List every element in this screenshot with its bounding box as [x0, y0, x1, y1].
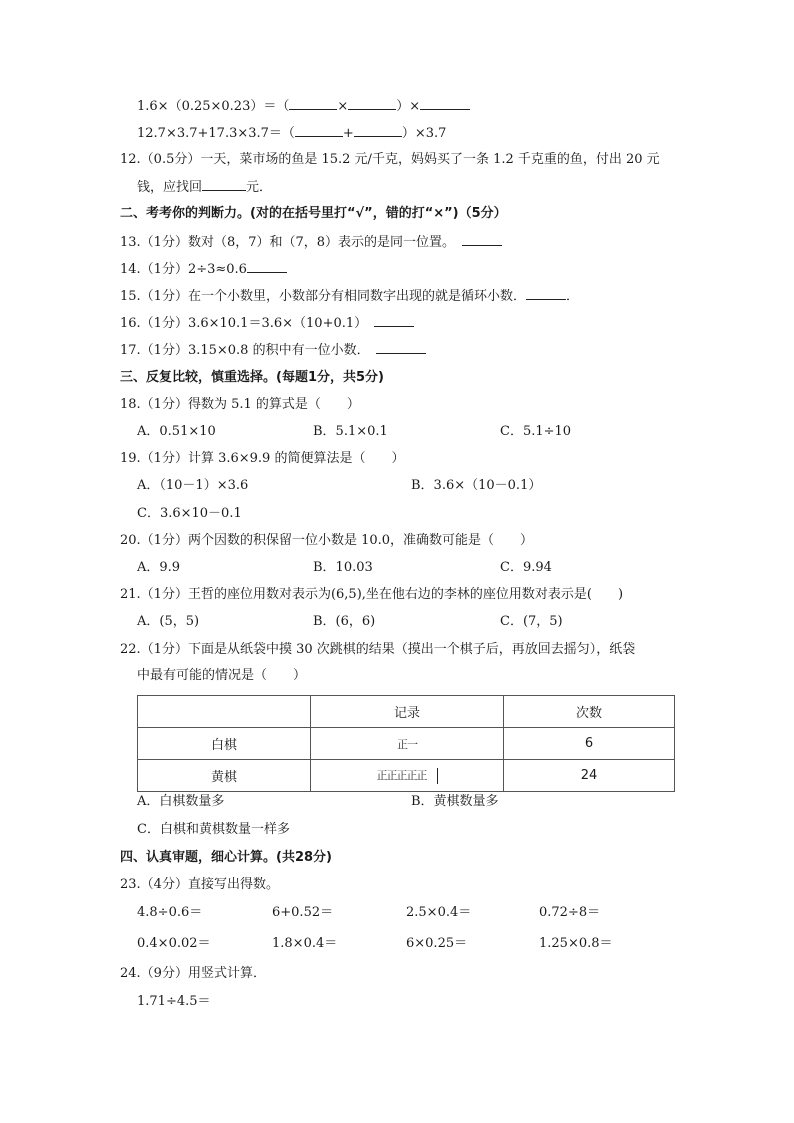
row-label: 白棋 [138, 728, 311, 760]
q22-option-c[interactable]: C．白棋和黄棋数量一样多 [137, 822, 290, 837]
count-cell: 6 [504, 728, 675, 760]
row-label: 黄棋 [138, 760, 311, 792]
q15 [120, 286, 579, 306]
q13 [120, 232, 502, 252]
q12-line-a: 12.（0.5分）一天，菜市场的鱼是 15.2 元/千克，妈妈买了一条 1.2 千克重的鱼，付出 20 元 [120, 152, 660, 167]
q23-item: 2.5×0.4＝ [406, 905, 472, 920]
q21-text: 21.（1分）王哲的座位用数对表示为(6,5),坐在他右边的李林的座位用数对表示是( ) [120, 587, 624, 602]
q23-item: 4.8÷0.6＝ [137, 905, 203, 920]
q22-option-a[interactable]: A．白棋数量多 [137, 794, 225, 809]
q18-text: 18.（1分）得数为 5.1 的算式是（ ） [120, 397, 360, 412]
answer-blank[interactable] [376, 340, 426, 354]
q18-option-a[interactable]: A．0.51×10 [137, 424, 216, 439]
q15-end: ． [565, 289, 579, 304]
answer-blank[interactable] [289, 96, 337, 110]
tally-cell [311, 760, 504, 792]
q21-option-a[interactable]: A．(5，5) [137, 614, 200, 629]
q24-item: 1.71÷4.5＝ [137, 994, 211, 1009]
table-header-cell [138, 696, 311, 728]
q17-text: 17.（1分）3.15×0.8 的积中有一位小数． [120, 343, 364, 358]
q20-option-c[interactable]: C．9.94 [500, 560, 552, 575]
answer-blank[interactable] [354, 123, 402, 137]
q19-option-a[interactable]: A．（10－1）×3.6 [137, 478, 249, 493]
q20-option-b[interactable]: B．10.03 [313, 560, 373, 575]
text-cursor [437, 768, 438, 784]
q12-b-text: 钱，应找回 [137, 180, 203, 195]
count-cell: 24 [504, 760, 675, 792]
table-header-cell: 次数 [504, 696, 675, 728]
q21-option-b[interactable]: B．(6，6) [313, 614, 376, 629]
table-header-row [138, 696, 675, 728]
q12-line-b [137, 177, 272, 197]
q11-line-b [137, 123, 446, 143]
q23-item: 6+0.52＝ [272, 905, 334, 920]
section-3-heading: 三、反复比较，慎重选择。(每题1分，共5分) [120, 370, 384, 385]
section-4-heading: 四、认真审题，细心计算。(共28分) [120, 850, 332, 865]
q22-text-b: 中最有可能的情况是（ ） [137, 668, 307, 683]
q16-text: 16.（1分）3.6×10.1＝3.6×（10+0.1） [120, 316, 361, 331]
q12-b-tail: 元． [246, 180, 273, 195]
q11-line-a [137, 96, 470, 116]
q11-a-op: × [337, 99, 349, 114]
q19-text: 19.（1分）计算 3.6×9.9 的简便算法是（ ） [120, 451, 405, 466]
tally-cell [311, 728, 504, 760]
q17 [120, 340, 426, 360]
q24-text: 24.（9分）用竖式计算． [120, 966, 266, 981]
q14 [120, 259, 287, 279]
answer-blank[interactable] [420, 96, 470, 110]
table-row [138, 728, 675, 760]
q18-option-b[interactable]: B．5.1×0.1 [313, 424, 388, 439]
q20-option-a[interactable]: A．9.9 [137, 560, 181, 575]
q11-b-text: 12.7×3.7+17.3×3.7＝（ [137, 126, 295, 141]
tally-mark: 正一 [397, 737, 417, 751]
q23-item: 1.25×0.8＝ [539, 936, 613, 951]
q19-option-c[interactable]: C．3.6×10－0.1 [137, 506, 242, 521]
q18-option-c[interactable]: C．5.1÷10 [500, 424, 572, 439]
q23-item: 6×0.25＝ [406, 936, 468, 951]
answer-blank[interactable] [247, 259, 287, 273]
section-2-heading: 二、考考你的判断力。(对的在括号里打“√”，错的打“×”)（5分） [120, 206, 507, 221]
q23-item: 1.8×0.4＝ [272, 936, 338, 951]
q21-option-c[interactable]: C．(7，5) [500, 614, 563, 629]
q23-item: 0.72÷8＝ [539, 905, 601, 920]
table-header-cell: 记录 [311, 696, 504, 728]
q15-text: 15.（1分）在一个小数里，小数部分有相同数字出现的就是循环小数． [120, 289, 526, 304]
q19-option-b[interactable]: B．3.6×（10－0.1） [411, 478, 542, 493]
q11-a-text: 1.6×（0.25×0.23）＝（ [137, 99, 290, 114]
tally-mark: 正正正正正 [376, 769, 427, 783]
answer-blank[interactable] [462, 232, 502, 246]
q11-b-tail: ）×3.7 [401, 126, 447, 141]
q16 [120, 313, 414, 333]
answer-blank[interactable] [526, 286, 566, 300]
q20-text: 20.（1分）两个因数的积保留一位小数是 10.0，准确数可能是（ ） [120, 533, 534, 548]
answer-blank[interactable] [202, 177, 246, 191]
q23-text: 23.（4分）直接写出得数。 [120, 877, 279, 892]
q22-text-a: 22.（1分）下面是从纸袋中摸 30 次跳棋的结果（摸出一个棋子后，再放回去摇匀），纸袋 [120, 642, 636, 657]
q22-option-b[interactable]: B．黄棋数量多 [411, 794, 499, 809]
q11-b-op: + [342, 126, 354, 141]
q11-a-tail: ）× [396, 99, 421, 114]
table-row [138, 760, 675, 792]
tally-table [137, 695, 675, 792]
q23-item: 0.4×0.02＝ [137, 936, 211, 951]
q13-text: 13.（1分）数对（8，7）和（7，8）表示的是同一位置。 [120, 235, 449, 250]
answer-blank[interactable] [348, 96, 396, 110]
answer-blank[interactable] [374, 313, 414, 327]
q14-text: 14.（1分）2÷3≈0.6 [120, 262, 247, 277]
answer-blank[interactable] [295, 123, 343, 137]
